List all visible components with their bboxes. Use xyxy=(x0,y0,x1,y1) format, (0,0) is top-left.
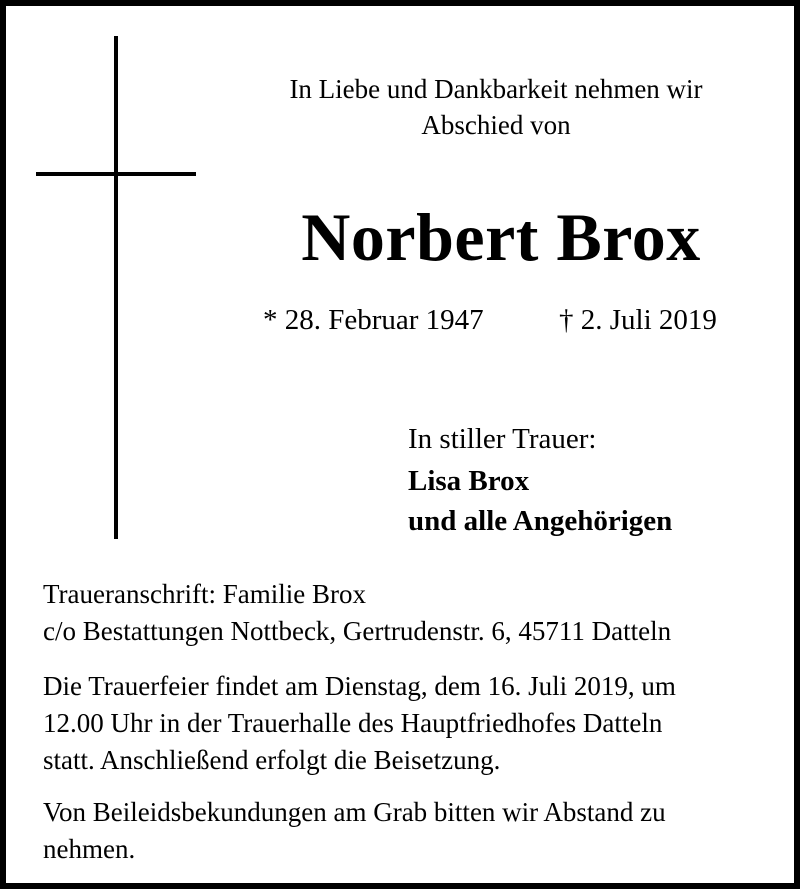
ceremony-line-3: statt. Anschließend erfolgt die Beisetzung. xyxy=(43,745,501,775)
birth-date: * 28. Februar 1947 xyxy=(263,304,484,336)
address-line-2: c/o Bestattungen Nottbeck, Gertrudenstr. 6, 45711 Datteln xyxy=(43,616,672,646)
note-line-1: Von Beileidsbekundungen am Grab bitten wir Abstand zu xyxy=(43,797,666,827)
mourners-heading: In stiller Trauer: xyxy=(408,423,597,455)
mourner-name: und alle Angehörigen xyxy=(408,505,673,537)
death-date: † 2. Juli 2019 xyxy=(559,304,717,336)
deceased-name: Norbert Brox xyxy=(301,199,701,275)
ceremony-line-2: 12.00 Uhr in der Trauerhalle des Hauptfriedhofes Datteln xyxy=(43,708,663,738)
mourner-name: Lisa Brox xyxy=(408,465,530,497)
cross-vertical-bar xyxy=(114,36,118,539)
ceremony-line-1: Die Trauerfeier findet am Dienstag, dem 16. Juli 2019, um xyxy=(43,671,676,701)
intro-line-1: In Liebe und Dankbarkeit nehmen wir xyxy=(289,74,703,104)
address-line-1: Traueranschrift: Familie Brox xyxy=(43,579,366,609)
cross-horizontal-bar xyxy=(36,172,196,176)
intro-line-2: Abschied von xyxy=(421,110,571,140)
note-line-2: nehmen. xyxy=(43,834,136,864)
